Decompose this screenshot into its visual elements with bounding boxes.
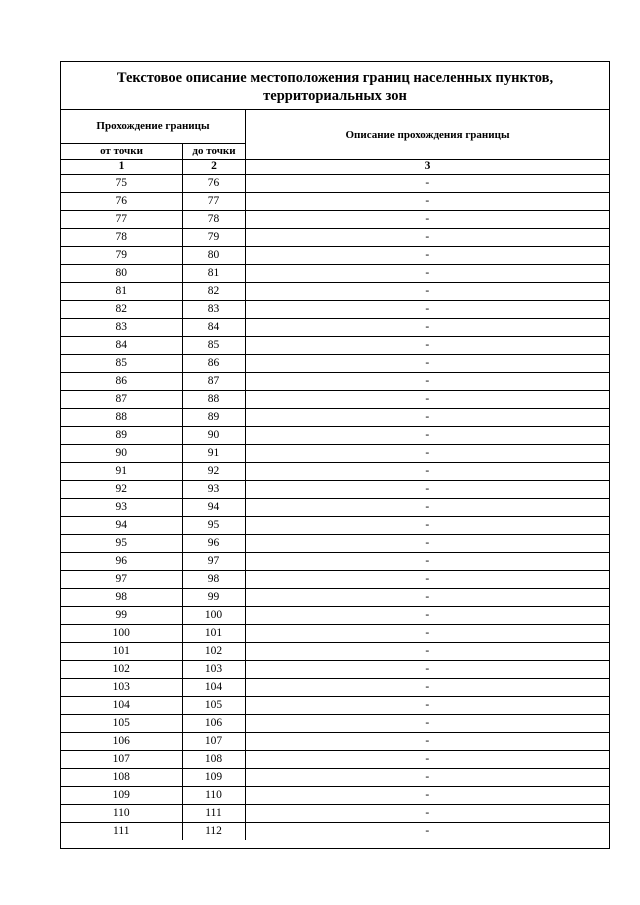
title-line-2: территориальных зон bbox=[263, 88, 407, 104]
description-cell: - bbox=[245, 697, 609, 715]
to-point-cell: 92 bbox=[182, 463, 245, 481]
description-cell: - bbox=[245, 391, 609, 409]
to-point-cell: 110 bbox=[182, 787, 245, 805]
from-point-cell: 86 bbox=[61, 373, 182, 391]
from-point-cell: 79 bbox=[61, 247, 182, 265]
from-point-cell: 89 bbox=[61, 427, 182, 445]
from-point-cell: 87 bbox=[61, 391, 182, 409]
from-point-cell: 101 bbox=[61, 643, 182, 661]
to-point-cell: 95 bbox=[182, 517, 245, 535]
title-line-1: Текстовое описание местоположения границ населенных пунктов, bbox=[116, 70, 554, 86]
table-row bbox=[61, 697, 609, 715]
table-row bbox=[61, 517, 609, 535]
from-point-cell: 85 bbox=[61, 355, 182, 373]
description-cell: - bbox=[245, 499, 609, 517]
to-point-cell: 93 bbox=[182, 481, 245, 499]
table-row bbox=[61, 265, 609, 283]
table-row bbox=[61, 283, 609, 301]
from-point-cell: 90 bbox=[61, 445, 182, 463]
to-point-cell: 85 bbox=[182, 337, 245, 355]
to-point-cell: 109 bbox=[182, 769, 245, 787]
description-cell: - bbox=[245, 301, 609, 319]
table-row bbox=[61, 211, 609, 229]
to-point-cell: 104 bbox=[182, 679, 245, 697]
from-point-cell: 83 bbox=[61, 319, 182, 337]
to-point-cell: 90 bbox=[182, 427, 245, 445]
to-point-cell: 105 bbox=[182, 697, 245, 715]
description-cell: - bbox=[245, 175, 609, 193]
table-row bbox=[61, 535, 609, 553]
header-col-3-number: 3 bbox=[424, 160, 431, 172]
from-point-cell: 91 bbox=[61, 463, 182, 481]
table-row bbox=[61, 427, 609, 445]
to-point-cell: 101 bbox=[182, 625, 245, 643]
description-cell: - bbox=[245, 805, 609, 823]
to-point-cell: 78 bbox=[182, 211, 245, 229]
to-point-cell: 88 bbox=[182, 391, 245, 409]
table-row bbox=[61, 661, 609, 679]
description-cell: - bbox=[245, 787, 609, 805]
to-point-cell: 112 bbox=[182, 823, 245, 841]
description-cell: - bbox=[245, 463, 609, 481]
from-point-cell: 81 bbox=[61, 283, 182, 301]
from-point-cell: 78 bbox=[61, 229, 182, 247]
from-point-cell: 98 bbox=[61, 589, 182, 607]
to-point-cell: 83 bbox=[182, 301, 245, 319]
description-cell: - bbox=[245, 607, 609, 625]
to-point-cell: 107 bbox=[182, 733, 245, 751]
description-cell: - bbox=[245, 445, 609, 463]
description-cell: - bbox=[245, 661, 609, 679]
description-cell: - bbox=[245, 409, 609, 427]
from-point-cell: 84 bbox=[61, 337, 182, 355]
description-cell: - bbox=[245, 553, 609, 571]
table-row bbox=[61, 247, 609, 265]
table-row bbox=[61, 463, 609, 481]
description-cell: - bbox=[245, 751, 609, 769]
from-point-cell: 105 bbox=[61, 715, 182, 733]
from-point-cell: 111 bbox=[61, 823, 182, 841]
from-point-cell: 96 bbox=[61, 553, 182, 571]
table-row bbox=[61, 229, 609, 247]
table-row bbox=[61, 715, 609, 733]
table-row bbox=[61, 643, 609, 661]
to-point-cell: 89 bbox=[182, 409, 245, 427]
description-cell: - bbox=[245, 319, 609, 337]
table-row bbox=[61, 175, 609, 193]
to-point-cell: 99 bbox=[182, 589, 245, 607]
header-col-2-number: 2 bbox=[211, 160, 217, 172]
table-row bbox=[61, 733, 609, 751]
description-cell: - bbox=[245, 715, 609, 733]
description-cell: - bbox=[245, 283, 609, 301]
to-point-cell: 97 bbox=[182, 553, 245, 571]
to-point-cell: 84 bbox=[182, 319, 245, 337]
description-cell: - bbox=[245, 643, 609, 661]
table-row bbox=[61, 769, 609, 787]
from-point-cell: 104 bbox=[61, 697, 182, 715]
to-point-cell: 87 bbox=[182, 373, 245, 391]
table-row bbox=[61, 805, 609, 823]
from-point-cell: 88 bbox=[61, 409, 182, 427]
from-point-cell: 76 bbox=[61, 193, 182, 211]
to-point-cell: 102 bbox=[182, 643, 245, 661]
description-cell: - bbox=[245, 733, 609, 751]
to-point-cell: 77 bbox=[182, 193, 245, 211]
to-point-cell: 86 bbox=[182, 355, 245, 373]
header-to-point: до точки bbox=[192, 145, 236, 157]
to-point-cell: 81 bbox=[182, 265, 245, 283]
description-cell: - bbox=[245, 769, 609, 787]
table-row bbox=[61, 337, 609, 355]
description-cell: - bbox=[245, 229, 609, 247]
boundary-rows-table bbox=[61, 174, 609, 840]
from-point-cell: 100 bbox=[61, 625, 182, 643]
description-cell: - bbox=[245, 625, 609, 643]
from-point-cell: 75 bbox=[61, 175, 182, 193]
description-cell: - bbox=[245, 247, 609, 265]
description-cell: - bbox=[245, 571, 609, 589]
to-point-cell: 82 bbox=[182, 283, 245, 301]
description-cell: - bbox=[245, 265, 609, 283]
table-row bbox=[61, 409, 609, 427]
description-cell: - bbox=[245, 517, 609, 535]
to-point-cell: 91 bbox=[182, 445, 245, 463]
boundary-table-sheet bbox=[60, 61, 610, 849]
table-row bbox=[61, 607, 609, 625]
from-point-cell: 97 bbox=[61, 571, 182, 589]
header-divider-horizontal-passage bbox=[61, 143, 245, 144]
to-point-cell: 108 bbox=[182, 751, 245, 769]
from-point-cell: 95 bbox=[61, 535, 182, 553]
table-row bbox=[61, 823, 609, 841]
description-cell: - bbox=[245, 823, 609, 841]
from-point-cell: 82 bbox=[61, 301, 182, 319]
to-point-cell: 100 bbox=[182, 607, 245, 625]
from-point-cell: 80 bbox=[61, 265, 182, 283]
from-point-cell: 106 bbox=[61, 733, 182, 751]
table-row bbox=[61, 625, 609, 643]
description-cell: - bbox=[245, 427, 609, 445]
table-row bbox=[61, 589, 609, 607]
from-point-cell: 102 bbox=[61, 661, 182, 679]
from-point-cell: 108 bbox=[61, 769, 182, 787]
table-row bbox=[61, 355, 609, 373]
description-cell: - bbox=[245, 373, 609, 391]
from-point-cell: 103 bbox=[61, 679, 182, 697]
to-point-cell: 103 bbox=[182, 661, 245, 679]
from-point-cell: 107 bbox=[61, 751, 182, 769]
header-description: Описание прохождения границы bbox=[345, 129, 510, 141]
header-boundary-passage: Прохождение границы bbox=[96, 120, 210, 132]
header-from-point: от точки bbox=[100, 145, 143, 157]
from-point-cell: 92 bbox=[61, 481, 182, 499]
document-title bbox=[61, 62, 609, 110]
description-cell: - bbox=[245, 535, 609, 553]
table-row bbox=[61, 571, 609, 589]
to-point-cell: 98 bbox=[182, 571, 245, 589]
to-point-cell: 96 bbox=[182, 535, 245, 553]
from-point-cell: 77 bbox=[61, 211, 182, 229]
to-point-cell: 79 bbox=[182, 229, 245, 247]
to-point-cell: 76 bbox=[182, 175, 245, 193]
table-row bbox=[61, 679, 609, 697]
description-cell: - bbox=[245, 355, 609, 373]
header-col-1-number: 1 bbox=[118, 160, 125, 172]
from-point-cell: 99 bbox=[61, 607, 182, 625]
description-cell: - bbox=[245, 193, 609, 211]
table-row bbox=[61, 553, 609, 571]
to-point-cell: 80 bbox=[182, 247, 245, 265]
table-row bbox=[61, 193, 609, 211]
description-cell: - bbox=[245, 211, 609, 229]
table-row bbox=[61, 751, 609, 769]
table-row bbox=[61, 445, 609, 463]
from-point-cell: 93 bbox=[61, 499, 182, 517]
table-row bbox=[61, 391, 609, 409]
from-point-cell: 109 bbox=[61, 787, 182, 805]
to-point-cell: 94 bbox=[182, 499, 245, 517]
to-point-cell: 106 bbox=[182, 715, 245, 733]
description-cell: - bbox=[245, 481, 609, 499]
table-row bbox=[61, 787, 609, 805]
table-row bbox=[61, 373, 609, 391]
table-row bbox=[61, 319, 609, 337]
table-row bbox=[61, 481, 609, 499]
table-row bbox=[61, 301, 609, 319]
from-point-cell: 110 bbox=[61, 805, 182, 823]
to-point-cell: 111 bbox=[182, 805, 245, 823]
description-cell: - bbox=[245, 337, 609, 355]
from-point-cell: 94 bbox=[61, 517, 182, 535]
description-cell: - bbox=[245, 589, 609, 607]
table-row bbox=[61, 499, 609, 517]
description-cell: - bbox=[245, 679, 609, 697]
